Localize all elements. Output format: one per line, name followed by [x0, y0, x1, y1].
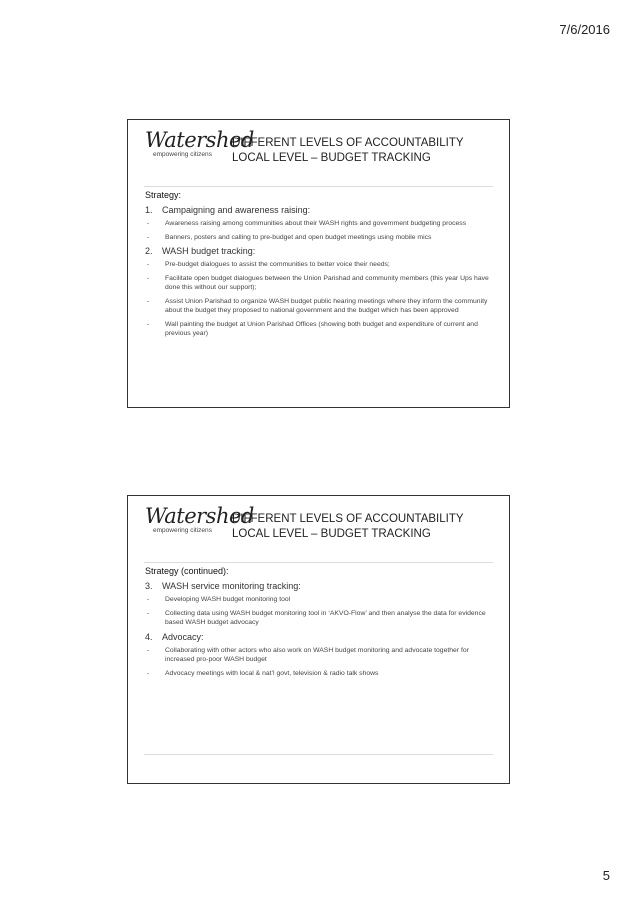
bullet-text: Developing WASH budget monitoring tool: [165, 596, 291, 603]
page-date: 7/6/2016: [559, 22, 610, 37]
bullet-item: [147, 297, 495, 316]
section-title: WASH budget tracking:: [162, 246, 256, 256]
logo-wordmark: Watershed: [145, 504, 254, 528]
strategy-label: Strategy (continued):: [145, 566, 229, 576]
bullet-text: Collecting data using WASH budget monitoring tool in ‘AKVO-Flow’ and then analyse the data for evidence based WASH budget advocacy: [165, 609, 486, 626]
page-number: 5: [602, 868, 610, 883]
bullet-item: [147, 669, 495, 679]
divider: [144, 186, 493, 187]
dash-bullet-icon: -: [147, 274, 150, 282]
section-title: Advocacy:: [162, 631, 204, 642]
slide-title-line-1: DIFFERENT LEVELS OF ACCOUNTABILITY: [232, 513, 464, 525]
watershed-logo: [145, 504, 254, 534]
section-title: WASH service monitoring tracking:: [162, 581, 301, 591]
slide-2: [127, 495, 510, 784]
slide-body: [145, 566, 495, 682]
bullet-item: [147, 609, 495, 628]
section-number: 1.: [145, 205, 153, 215]
bullet-item: [147, 260, 495, 270]
slide-title-line-2: LOCAL LEVEL – BUDGET TRACKING: [232, 528, 431, 540]
section-heading: [145, 205, 495, 215]
dash-bullet-icon: -: [147, 669, 150, 677]
divider: [144, 562, 493, 563]
section-heading: [145, 246, 495, 256]
bullet-item: [147, 595, 495, 605]
slide-title-line-2: LOCAL LEVEL – BUDGET TRACKING: [232, 152, 431, 164]
bullet-text: Assist Union Parishad to organize WASH budget public hearing meetings where they inform the community about the budget they proposed to national government and the budget which has been approved: [165, 297, 488, 314]
bullet-text: Wall painting the budget at Union Parishad Offices (showing both budget and expenditure of current and previous year): [165, 320, 478, 337]
logo-tagline: empowering citizens: [153, 151, 212, 158]
section-title: Campaigning and awareness raising:: [162, 205, 311, 215]
dash-bullet-icon: -: [147, 646, 150, 654]
dash-bullet-icon: -: [147, 233, 150, 241]
watershed-logo: [145, 128, 254, 158]
dash-bullet-icon: -: [147, 609, 150, 617]
dash-bullet-icon: -: [147, 596, 150, 603]
dash-bullet-icon: -: [147, 261, 150, 268]
bullet-text: Pre-budget dialogues to assist the communities to better voice their needs;: [165, 261, 390, 268]
divider: [144, 754, 493, 755]
bullet-item: [147, 274, 495, 293]
dash-bullet-icon: -: [147, 297, 150, 305]
bullet-item: [147, 233, 495, 243]
bullet-text: Facilitate open budget dialogues between the Union Parishad and community members (this year Ups have done this without our support);: [165, 274, 489, 291]
section-heading: [145, 581, 495, 591]
logo-wordmark: Watershed: [145, 128, 254, 152]
logo-tagline: empowering citizens: [153, 527, 212, 534]
strategy-label: Strategy:: [145, 190, 182, 200]
dash-bullet-icon: -: [147, 320, 150, 328]
bullet-item: [147, 219, 495, 229]
slide-1: [127, 119, 510, 408]
slide-title: [232, 136, 464, 166]
slide-body: [145, 190, 495, 343]
slide-title: [232, 512, 464, 542]
section-number: 4.: [145, 631, 153, 642]
bullet-text: Advocacy meetings with local & nat’l govt, television & radio talk shows: [165, 669, 379, 677]
slide-title-line-1: DIFFERENT LEVELS OF ACCOUNTABILITY: [232, 137, 464, 149]
section-heading: [145, 632, 495, 642]
bullet-text: Banners, posters and calling to pre-budget and open budget meetings using mobile mics: [165, 233, 432, 241]
bullet-text: Collaborating with other actors who also work on WASH budget monitoring and advocate together for increased pro-poor WASH budget: [165, 646, 469, 663]
dash-bullet-icon: -: [147, 220, 150, 227]
section-number: 2.: [145, 246, 153, 256]
bullet-text: Awareness raising among communities about their WASH rights and government budgeting process: [165, 220, 467, 227]
bullet-item: [147, 320, 495, 339]
section-number: 3.: [145, 581, 153, 591]
bullet-item: [147, 646, 495, 665]
